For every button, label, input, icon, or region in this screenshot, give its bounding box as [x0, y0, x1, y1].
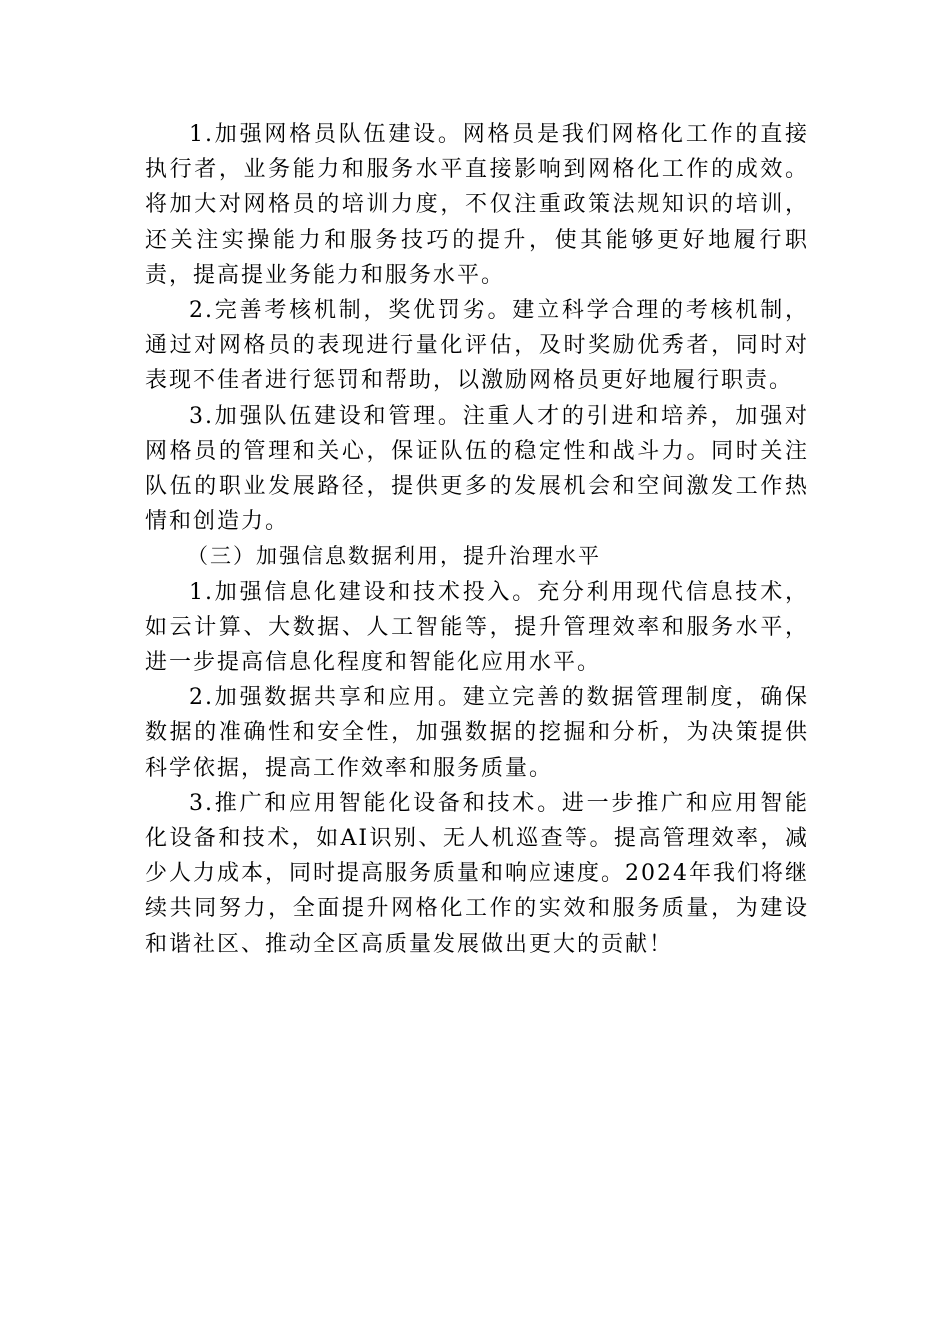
paragraph-team-building: 1.加强网格员队伍建设。网格员是我们网格化工作的直接执行者，业务能力和服务水平直接影响到网格化工作的成效。将加大对网格员的培训力度，不仅注重政策法规知识的培训，还关注实操能力和服务技巧的提升，使其能够更好地履行职责，提高提业务能力和服务水平。	[145, 122, 809, 288]
paragraph-informatization: 1.加强信息化建设和技术投入。充分利用现代信息技术，如云计算、大数据、人工智能等，提升管理效率和服务水平，进一步提高信息化程度和智能化应用水平。	[145, 579, 809, 676]
paragraph-smart-devices: 3.推广和应用智能化设备和技术。进一步推广和应用智能化设备和技术，如AI识别、无人机巡查等。提高管理效率，减少人力成本，同时提高服务质量和响应速度。2024年我们将继续共同努力，全面提升网格化工作的实效和服务质量，为建设和谐社区、推动全区高质量发展做出更大的贡献！	[145, 790, 809, 957]
paragraph-assessment: 2.完善考核机制，奖优罚劣。建立科学合理的考核机制，通过对网格员的表现进行量化评估，及时奖励优秀者，同时对表现不佳者进行惩罚和帮助，以激励网格员更好地履行职责。	[145, 298, 809, 394]
document-body	[145, 117, 809, 962]
section-heading: （三）加强信息数据利用，提升治理水平	[187, 544, 601, 569]
paragraph-data-sharing: 2.加强数据共享和应用。建立完善的数据管理制度，确保数据的准确性和安全性，加强数据的挖掘和分析，为决策提供科学依据，提高工作效率和服务质量。	[145, 685, 809, 781]
paragraph-team-management: 3.加强队伍建设和管理。注重人才的引进和培养，加强对网格员的管理和关心，保证队伍的稳定性和战斗力。同时关注队伍的职业发展路径，提供更多的发展机会和空间激发工作热情和创造力。	[145, 403, 809, 535]
